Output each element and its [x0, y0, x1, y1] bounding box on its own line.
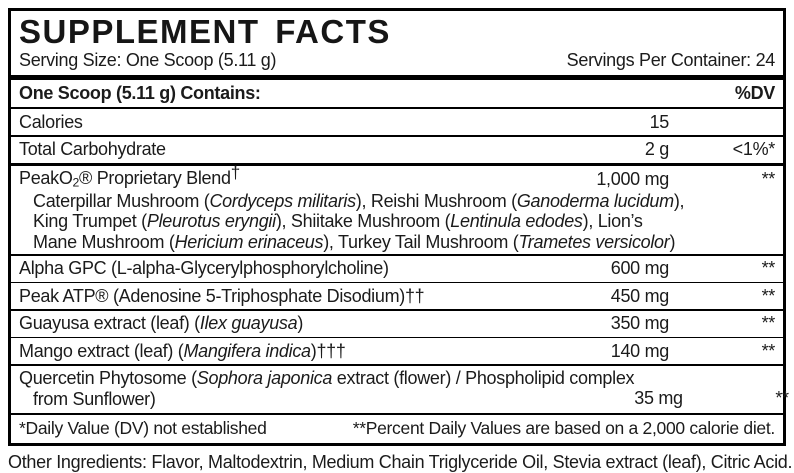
dv-column-header: %DV	[734, 83, 775, 103]
row-mango-extract	[11, 338, 783, 364]
nutrient-amount: 35 mg	[634, 387, 683, 408]
nutrient-name: Peak ATP® (Adenosine 5-Triphosphate Disodium)††	[19, 285, 425, 306]
nutrient-dv: **	[761, 285, 775, 306]
nutrient-amount: 1,000 mg	[596, 168, 669, 189]
nutrient-amount: 140 mg	[610, 340, 669, 361]
nutrient-name-lines	[19, 368, 634, 410]
footnote-daily-value: *Daily Value (DV) not established	[19, 417, 267, 438]
nutrient-dv: **	[761, 340, 775, 361]
nutrient-name: Guayusa extract (leaf) (Ilex guayusa)	[19, 313, 304, 333]
nutrient-dv: **	[775, 387, 789, 408]
nutrient-name: Total Carbohydrate	[19, 139, 166, 159]
row-peako2-proprietary-blend	[11, 163, 783, 255]
row-alpha-gpc	[11, 256, 783, 282]
panel-title: SUPPLEMENT FACTS	[19, 13, 391, 50]
nutrient-name: Quercetin Phytosome (Sophora japonica extract (flower) / Phospholipid complex	[19, 367, 635, 388]
other-ingredients-text: Other Ingredients: Flavor, Maltodextrin, Medium Chain Triglyceride Oil, Stevia extract (leaf), Citric Acid.	[8, 451, 793, 472]
contains-header-label: One Scoop (5.11 g) Contains:	[19, 83, 261, 103]
nutrient-amount: 350 mg	[610, 313, 669, 333]
row-quercetin-phytosome	[11, 366, 789, 413]
nutrient-dv: **	[761, 313, 775, 333]
nutrient-amount: 2 g	[644, 139, 669, 159]
nutrient-name: Calories	[19, 111, 83, 132]
nutrient-name-continued: from Sunflower)	[33, 388, 156, 409]
nutrient-dv: **	[761, 168, 775, 189]
contains-header-row	[11, 80, 783, 107]
blend-ingredients-line: Mane Mushroom (Hericium erinaceus), Turkey Tail Mushroom (Trametes versicolor)	[33, 231, 676, 252]
nutrient-amount: 450 mg	[610, 285, 669, 306]
nutrient-amount: 15	[649, 111, 669, 132]
serving-row	[11, 48, 783, 75]
servings-per-container-text: Servings Per Container: 24	[566, 50, 775, 70]
row-guayusa-extract	[11, 311, 783, 337]
blend-ingredients-line: Caterpillar Mushroom (Cordyceps militaris), Reishi Mushroom (Ganoderma lucidum),	[33, 190, 685, 211]
nutrient-name: PeakO2® Proprietary Blend†	[19, 163, 240, 190]
footnote-row	[11, 415, 783, 443]
nutrient-name: Mango extract (leaf) (Mangifera indica)†††	[19, 340, 346, 361]
nutrient-name: Alpha GPC (L-alpha-Glycerylphosphorylcholine)	[19, 258, 389, 278]
row-peak-atp	[11, 283, 783, 309]
nutrient-amount: 600 mg	[610, 258, 669, 278]
nutrient-dv: **	[761, 258, 775, 278]
footnote-percent-dv: **Percent Daily Values are based on a 2,000 calorie diet.	[352, 417, 775, 438]
serving-size-text: Serving Size: One Scoop (5.11 g)	[19, 50, 277, 70]
row-calories	[11, 109, 783, 135]
nutrient-dv: <1%*	[732, 139, 775, 159]
supplement-facts-panel	[8, 8, 789, 446]
row-total-carbohydrate	[11, 137, 783, 163]
blend-ingredients-line: King Trumpet (Pleurotus eryngii), Shiitake Mushroom (Lentinula edodes), Lion’s	[33, 211, 643, 231]
